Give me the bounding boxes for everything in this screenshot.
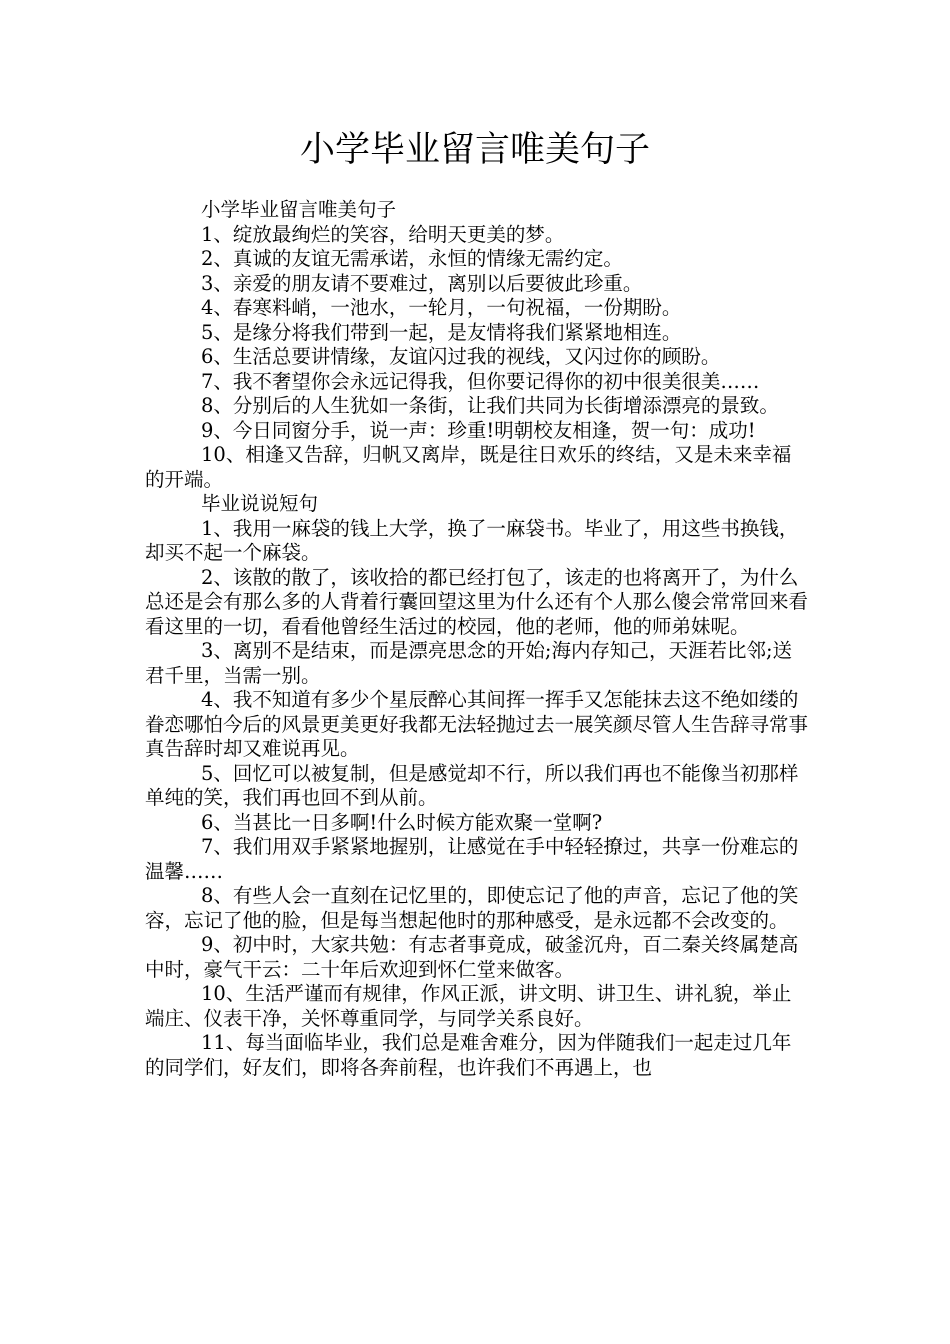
paragraph: 2、该散的散了，该收拾的都已经打包了，该走的也将离开了，为什么总还是会有那么多的人背着行囊回望这里为什么还有个人那么傻会常常回来看看这里的一切，看看他曾经生活过的校园，他的老师，他的师弟妹呢。 xyxy=(145,565,809,638)
paragraph: 2、真诚的友谊无需承诺，永恒的情缘无需约定。 xyxy=(201,247,623,270)
paragraph: 8、分别后的人生犹如一条街，让我们共同为长街增添漂亮的景致。 xyxy=(201,394,779,417)
paragraph: 9、今日同窗分手，说一声：珍重!明朝校友相逢，贺一句：成功! xyxy=(201,418,756,442)
paragraph: 6、当甚比一日多啊!什么时候方能欢聚一堂啊? xyxy=(201,810,603,834)
paragraph: 10、相逢又告辞，归帆又离岸，既是往日欢乐的终结，又是未来幸福的开端。 xyxy=(145,443,792,491)
paragraph: 10、生活严谨而有规律，作风正派，讲文明、讲卫生、讲礼貌，举止端庄、仪表干净，关怀尊重同学，与同学关系良好。 xyxy=(145,982,792,1030)
paragraph: 3、离别不是结束，而是漂亮思念的开始;海内存知己，天涯若比邻;送君千里，当需一别。 xyxy=(145,639,793,687)
paragraph: 7、我不奢望你会永远记得我，但你要记得你的初中很美很美…… xyxy=(201,369,760,393)
paragraph: 5、是缘分将我们带到一起，是友情将我们紧紧地相连。 xyxy=(201,320,682,344)
paragraph: 4、我不知道有多少个星辰醉心其间挥一挥手又怎能抹去这不绝如缕的眷恋哪怕今后的风景更美更好我都无法轻抛过去一展笑颜尽管人生告辞寻常事真告辞时却又难说再见。 xyxy=(145,688,809,760)
document-body xyxy=(145,198,810,1080)
paragraph: 11、每当面临毕业，我们总是难舍难分，因为伴随我们一起走过几年的同学们，好友们，即将各奔前程，也许我们不再遇上，也 xyxy=(145,1031,792,1079)
paragraph: 1、我用一麻袋的钱上大学，换了一麻袋书。毕业了，用这些书换钱，却买不起一个麻袋。 xyxy=(145,516,799,564)
paragraph: 8、有些人会一直刻在记忆里的，即使忘记了他的声音，忘记了他的笑容，忘记了他的脸，但是每当想起他时的那种感受，是永远都不会改变的。 xyxy=(145,884,799,932)
paragraph: 4、春寒料峭，一池水，一轮月，一句祝福，一份期盼。 xyxy=(201,296,682,319)
paragraph: 小学毕业留言唯美句子 xyxy=(201,198,397,221)
document-title: 小学毕业留言唯美句子 xyxy=(299,130,650,170)
paragraph: 3、亲爱的朋友请不要难过，离别以后要彼此珍重。 xyxy=(201,271,643,295)
section-heading: 毕业说说短句 xyxy=(201,492,319,515)
paragraph: 9、初中时，大家共勉：有志者事竟成，破釜沉舟，百二秦关终属楚高中时，豪气干云：二十年后欢迎到怀仁堂来做客。 xyxy=(145,933,799,981)
paragraph: 1、绽放最绚烂的笑容，给明天更美的梦。 xyxy=(201,222,565,246)
paragraph: 5、回忆可以被复制，但是感觉却不行，所以我们再也不能像当初那样单纯的笑，我们再也回不到从前。 xyxy=(145,761,799,809)
paragraph: 6、生活总要讲情缘，友谊闪过我的视线，又闪过你的顾盼。 xyxy=(201,345,721,368)
paragraph: 7、我们用双手紧紧地握别，让感觉在手中轻轻撩过，共享一份难忘的温馨…… xyxy=(145,835,799,883)
